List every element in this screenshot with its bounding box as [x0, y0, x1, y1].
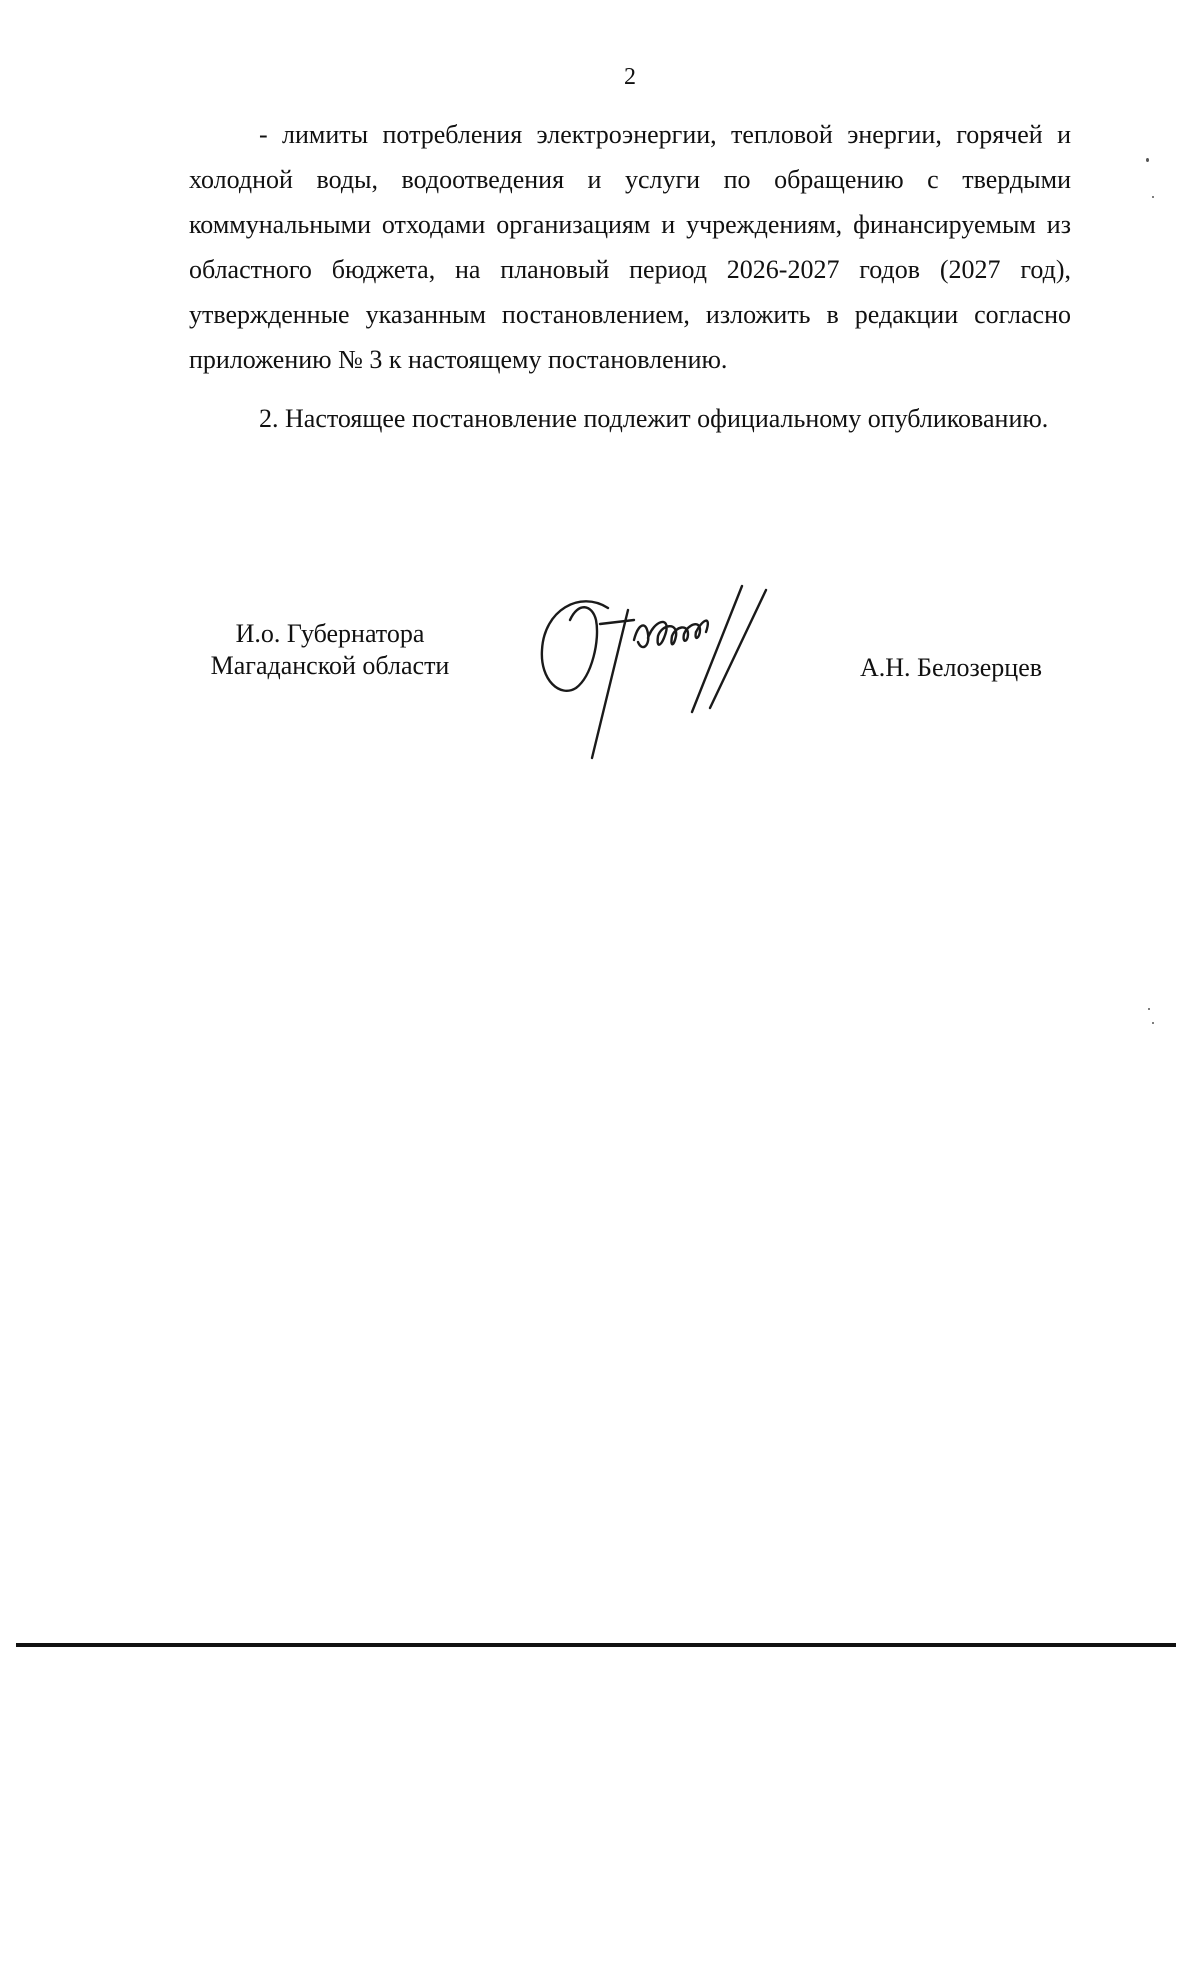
scan-speck [1152, 196, 1154, 198]
signatory-name: А.Н. Белозерцев [860, 653, 1043, 682]
handwritten-signature [530, 580, 830, 770]
scan-speck [1146, 158, 1149, 162]
footer-divider [16, 1643, 1176, 1647]
signatory-position-line1: И.о. Губернатора [235, 619, 425, 648]
paragraph-publication: 2. Настоящее постановление подлежит официальному опубликованию. [259, 404, 1049, 433]
paragraph-limits: - лимиты потребления электроэнергии, тепловой энергии, горячей и холодной воды, водоотведения и услуги по обращению с твердыми коммунальными отходами организациям и учреждениям, финансируемым из областного бюджета, на плановый период 2026-2027 годов (2027 год), утвержденные указанным постановлением, изложить в редакции согласно приложению № 3 к настоящему постановлению. [189, 120, 1071, 374]
signatory-position [190, 618, 470, 682]
scan-speck [1152, 1022, 1154, 1024]
page-number: 2 [624, 64, 636, 90]
signatory-position-line2: Магаданской области [210, 651, 450, 680]
scan-speck [1148, 1008, 1150, 1010]
